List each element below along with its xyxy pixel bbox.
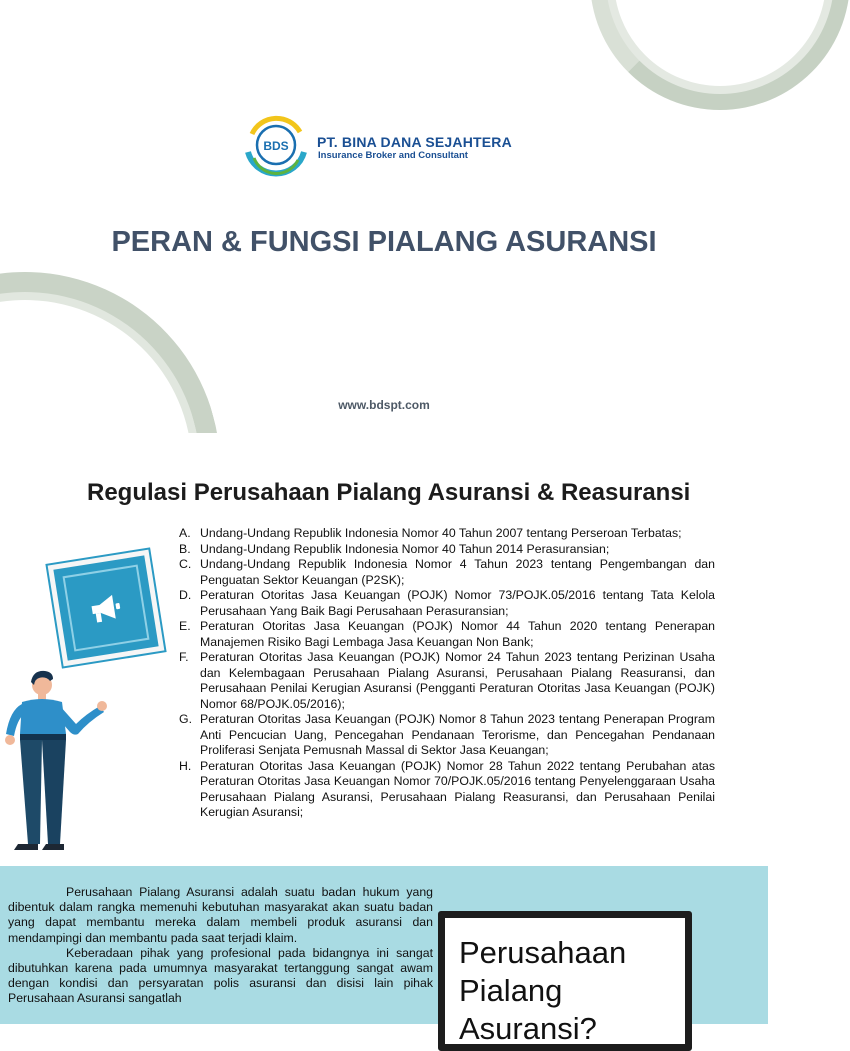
presenter-person-illustration: [2, 668, 112, 858]
svg-text:BDS: BDS: [263, 139, 289, 153]
list-item: A. Undang-Undang Republik Indonesia Nomor 40 Tahun 2007 tentang Perseroan Terbatas;: [179, 526, 682, 540]
list-item: H. Peraturan Otoritas Jasa Keuangan (POJK) Nomor 28 Tahun 2022 tentang Perubahan atas Peraturan Otoritas Jasa Keuangan Nomor 70/POJK.05/2016 tentang Penyelenggaraan Usaha Perusahaan Pialang Asuransi, Perusahaan Pialang Reasuransi, dan Perusahaan Penilai Kerugian Asuransi;: [179, 758, 715, 819]
company-tagline: Insurance Broker and Consultant: [318, 150, 468, 161]
company-name: PT. BINA DANA SEJAHTERA: [317, 134, 512, 150]
list-item: C. Undang-Undang Republik Indonesia Nomor 4 Tahun 2023 tentang Pengembangan dan Penguatan Sektor Keuangan (P2SK);: [179, 557, 715, 587]
list-item: F. Peraturan Otoritas Jasa Keuangan (POJK) Nomor 24 Tahun 2023 tentang Perizinan Usaha dan Kelembagaan Perusahaan Pialang Asuransi, Perusahaan Pialang Reasuransi, dan Perusahaan Penilai Kerugian Asuransi (Pengganti Peraturan Otoritas Jasa Keuangan (POJK) Nomor 68/POJK.05/2016);: [179, 650, 715, 711]
definition-paragraph-1: Perusahaan Pialang Asuransi adalah suatu badan hukum yang dibentuk dalam rangka memenuhi kebutuhan masyarakat akan suatu badan yang dapat membantu mereka dalam membeli produk asuransi dan mendampingi dan membantu pada saat terjadi klaim.: [8, 885, 433, 945]
megaphone-card: [48, 550, 165, 667]
list-item: B. Undang-Undang Republik Indonesia Nomor 40 Tahun 2014 Perasuransian;: [179, 541, 610, 556]
bds-logo-icon: [242, 112, 310, 180]
question-card: [438, 911, 692, 1051]
definition-text: [8, 885, 433, 1007]
megaphone-icon: [83, 585, 129, 631]
slide-definition: [0, 866, 768, 1046]
definition-paragraph-2: Keberadaan pihak yang profesional pada bidangnya ini sangat dibutuhkan karena pada umumnya masyarakat tertanggung sangat awam dengan kondisi dan persyaratan polis asuransi dan disisi lain pihak Perusahaan Asuransi sangatlah: [8, 945, 433, 1006]
website-url: www.bdspt.com: [338, 398, 430, 412]
company-logo: [242, 110, 522, 185]
list-item: E. Peraturan Otoritas Jasa Keuangan (POJK) Nomor 44 Tahun 2020 tentang Penerapan Manajemen Risiko Bagi Lembaga Jasa Keuangan Non Bank;: [179, 619, 715, 649]
question-card-text: Perusahaan Pialang Asuransi?: [459, 935, 627, 1046]
regulations-title: Regulasi Perusahaan Pialang Asuransi & Reasuransi: [87, 479, 691, 506]
slide-regulations: [0, 433, 768, 866]
slide-title: [0, 0, 768, 433]
regulations-list: [179, 526, 715, 821]
list-item: G. Peraturan Otoritas Jasa Keuangan (POJK) Nomor 8 Tahun 2023 tentang Penerapan Program Anti Pencucian Uang, Pencegahan Pendanaan Terorisme, dan Pencegahan Pendanaan Proliferasi Senjata Pemusnah Massal di Sektor Jasa Keuangan;: [179, 712, 715, 757]
slide-title-heading: PERAN & FUNGSI PIALANG ASURANSI: [111, 226, 657, 258]
list-item: D. Peraturan Otoritas Jasa Keuangan (POJK) Nomor 73/POJK.05/2016 tentang Tata Kelola Perusahaan Yang Baik Bagi Perusahaan Perasuransian;: [179, 588, 715, 618]
